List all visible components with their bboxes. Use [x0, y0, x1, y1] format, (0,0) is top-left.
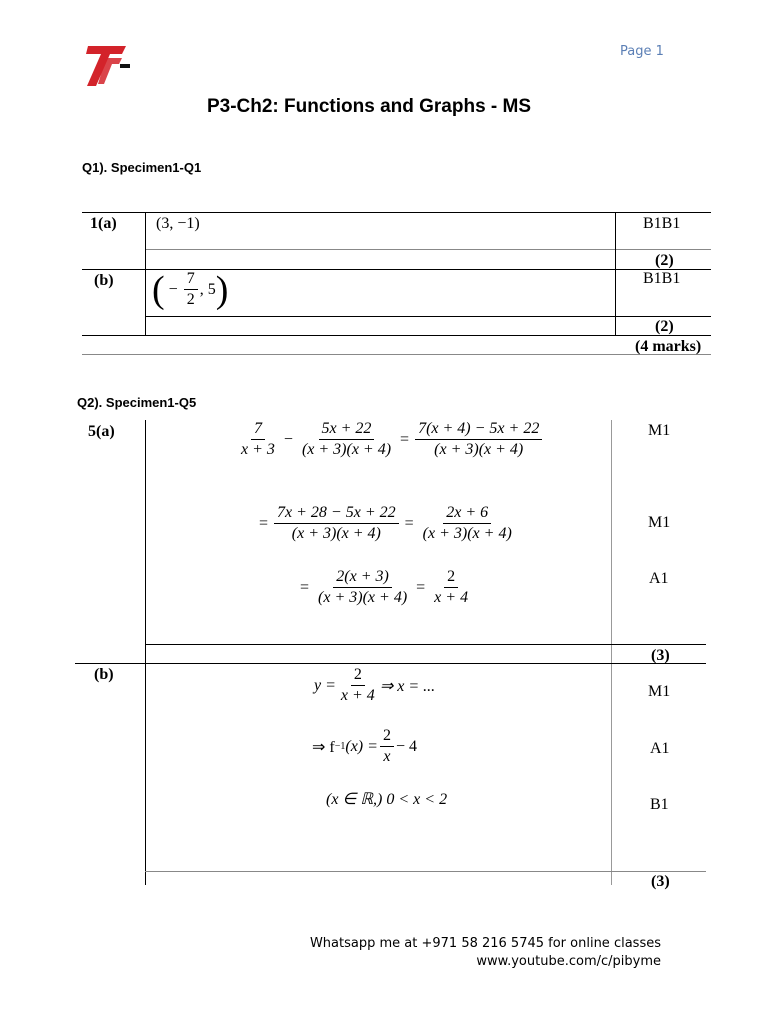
q2-part-a-total: (3)	[651, 647, 670, 664]
q2-a-step2: = $\frac{7x + 28 - 5x + 22}{(x + 3)(x + 4)}$ = $\frac{2x + 6}{(x + 3)(x + 4)}$	[259, 504, 512, 543]
q2-a-step2-mark: M1	[648, 514, 671, 531]
footer-link[interactable]: www.youtube.com/c/pibyme	[476, 954, 661, 969]
q2-a-step3-mark: A1	[649, 570, 669, 587]
q1-part-a-total: (2)	[655, 252, 674, 269]
q1-part-a-marks: B1B1	[643, 215, 681, 232]
q2-a-step1-mark: M1	[648, 422, 671, 439]
q1-total: (4 marks)	[635, 338, 702, 355]
q2-part-b-total: (3)	[651, 873, 670, 890]
q2-a-step3: = $\frac{2(x + 3)}{(x + 3)(x + 4)}$ = $\frac{2}{x + 4}$	[300, 568, 469, 607]
page-title: P3-Ch2: Functions and Graphs - MS	[206, 96, 532, 117]
q2-b-step1-mark: M1	[648, 683, 671, 700]
q1-part-b-answer: ( − $\frac{7}{2}$ , 5 )	[152, 268, 229, 311]
q2-a-step1: $\frac{7}{x + 3}$ − $\frac{5x + 22}{(x + 3)(x + 4)}$ = $\frac{7(x + 4) - 5x + 22}{(x + 3)(x + 4)}$	[236, 420, 544, 460]
q2-b-step3: (x ∈ ℝ,) 0 < x < 2	[326, 791, 448, 808]
q1-part-a-label: 1(a)	[90, 215, 117, 232]
q1-heading: Q1). Specimen1-Q1	[82, 160, 202, 175]
q1-part-a-answer: (3, −1)	[156, 215, 200, 232]
footer-contact: Whatsapp me at +971 58 216 5745 for online classes	[309, 936, 661, 951]
q2-b-step3-mark: B1	[650, 796, 669, 813]
page-number: Page 1	[620, 44, 664, 59]
q2-heading: Q2). Specimen1-Q5	[77, 395, 197, 410]
q2-part-a-label: 5(a)	[88, 423, 115, 440]
q1-part-b-label: (b)	[94, 272, 114, 289]
q2-b-step2: ⇒ f −1 (x) = $\frac{2}{x}$ − 4	[312, 727, 417, 766]
q2-part-b-label: (b)	[94, 666, 114, 683]
q1-part-b-total: (2)	[655, 318, 674, 335]
q2-b-step2-mark: A1	[650, 740, 670, 757]
q1-part-b-marks: B1B1	[643, 270, 681, 287]
logo-icon	[82, 44, 132, 88]
q2-b-step1: y = $\frac{2}{x + 4}$ ⇒ x = ...	[314, 666, 436, 705]
